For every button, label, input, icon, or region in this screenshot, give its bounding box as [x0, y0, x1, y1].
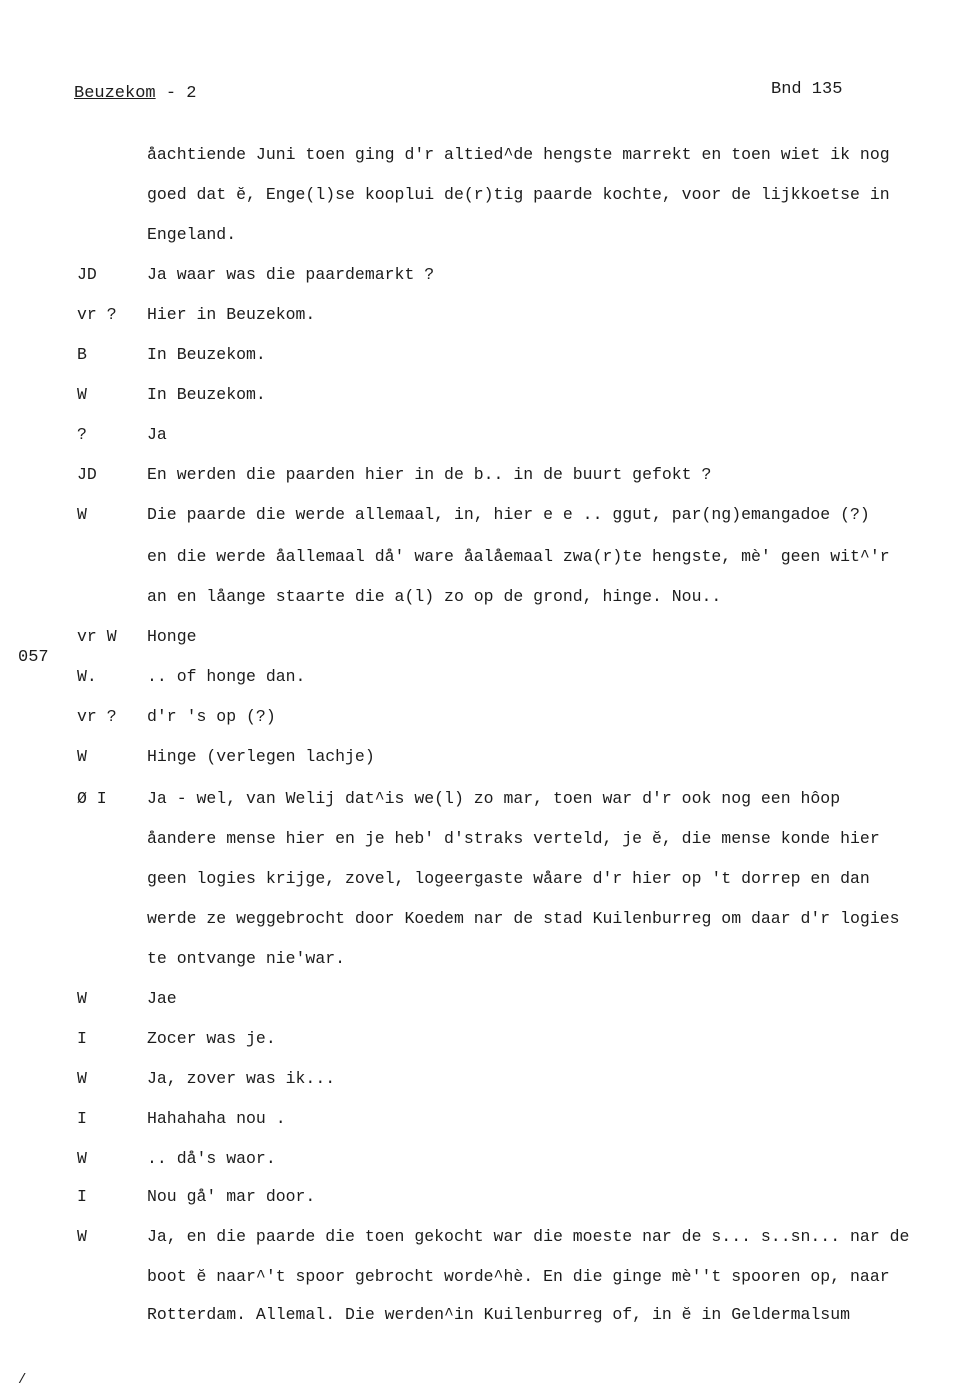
transcript-line [0, 382, 960, 408]
transcript-line [0, 342, 960, 368]
transcript-line [0, 1026, 960, 1052]
line-text: geen logies krijge, zovel, logeergaste wåare d'r hier op 't dorrep en dan [147, 869, 870, 888]
transcript-line [0, 1146, 960, 1172]
transcript-line [0, 142, 960, 168]
speaker-label: I [77, 1029, 87, 1048]
line-text: Honge [147, 627, 197, 646]
line-text: boot ĕ naar^'t spoor gebrocht worde^hè. En die ginge mè''t spooren op, naar [147, 1267, 890, 1286]
transcript-line [0, 1302, 960, 1328]
speaker-label: W [77, 747, 87, 766]
transcript-line [0, 1264, 960, 1290]
speaker-label: JD [77, 265, 97, 284]
line-text: te ontvange nie'war. [147, 949, 346, 968]
line-text: en die werde åallemaal då' ware åalåemaal zwa(r)te hengste, mè' geen wit^'r [147, 547, 890, 566]
transcript-line [0, 946, 960, 972]
line-text: Nou gå' mar door. [147, 1187, 316, 1206]
transcript-line [0, 704, 960, 730]
transcript-line [0, 544, 960, 570]
transcript-line [0, 222, 960, 248]
line-text: Die paarde die werde allemaal, in, hier e e .. ggut, par(ng)emangadoe (?) [147, 505, 870, 524]
line-text: d'r 's op (?) [147, 707, 276, 726]
transcript-line [0, 744, 960, 770]
transcript-line [0, 1224, 960, 1250]
transcript-line [0, 302, 960, 328]
speaker-label: W [77, 1227, 87, 1246]
speaker-label: vr ? [77, 305, 117, 324]
transcript-line [0, 826, 960, 852]
line-text: Rotterdam. Allemal. Die werden^in Kuilenburreg of, in ĕ in Geldermalsum [147, 1305, 851, 1324]
speaker-label: I [77, 1109, 87, 1128]
transcript-line [0, 624, 960, 650]
line-text: Engeland. [147, 225, 237, 244]
line-text: .. då's waor. [147, 1149, 276, 1168]
line-text: Ja, zover was ik... [147, 1069, 336, 1088]
transcript-line [0, 462, 960, 488]
speaker-label: vr ? [77, 707, 117, 726]
line-text: .. of honge dan. [147, 667, 306, 686]
speaker-label: I [77, 1187, 87, 1206]
transcript-line [0, 1184, 960, 1210]
transcript-line [0, 584, 960, 610]
line-text: åandere mense hier en je heb' d'straks verteld, je ĕ, die mense konde hier [147, 829, 880, 848]
speaker-label: W [77, 1149, 87, 1168]
speaker-label: B [77, 345, 87, 364]
line-text: In Beuzekom. [147, 385, 266, 404]
line-text: werde ze weggebrocht door Koedem nar de stad Kuilenburreg om daar d'r logies [147, 909, 900, 928]
speaker-label: ? [77, 425, 87, 444]
speaker-label: W [77, 385, 87, 404]
line-text: an en låange staarte die a(l) zo op de grond, hinge. Nou.. [147, 587, 722, 606]
line-text: Ja, en die paarde die toen gekocht war die moeste nar de s... s..sn... nar de [147, 1227, 910, 1246]
transcript-line [0, 422, 960, 448]
transcript-line [0, 1106, 960, 1132]
speaker-label: vr W [77, 627, 117, 646]
header-reference: Bnd 135 [771, 80, 843, 99]
line-text: Ja [147, 425, 167, 444]
line-text: åachtiende Juni toen ging d'r altied^de hengste marrekt en toen wiet ik nog [147, 145, 890, 164]
line-text: Hinge (verlegen lachje) [147, 747, 375, 766]
transcript-line [0, 262, 960, 288]
transcript-line [0, 1066, 960, 1092]
line-text: In Beuzekom. [147, 345, 266, 364]
line-text: Zocer was je. [147, 1029, 276, 1048]
speaker-label: W. [77, 667, 97, 686]
transcript-line [0, 866, 960, 892]
line-text: Hier in Beuzekom. [147, 305, 316, 324]
line-text: Ja waar was die paardemarkt ? [147, 265, 435, 284]
transcript-line [0, 664, 960, 690]
speaker-label: W [77, 989, 87, 1008]
header-title: Beuzekom [74, 84, 156, 103]
speaker-label: JD [77, 465, 97, 484]
speaker-label: W [77, 1069, 87, 1088]
transcript-line [0, 986, 960, 1012]
header-page-number: - 2 [155, 84, 197, 103]
margin-note: 057 [18, 648, 49, 667]
speaker-label: Ø I [77, 789, 107, 808]
transcript-line [0, 786, 960, 812]
page-header-title [74, 84, 196, 103]
line-text: Jae [147, 989, 177, 1008]
speaker-label: W [77, 505, 87, 524]
transcript-line [0, 182, 960, 208]
corner-mark: / [18, 1372, 27, 1388]
transcript-line [0, 502, 960, 528]
transcript-line [0, 906, 960, 932]
line-text: goed dat ĕ, Enge(l)se kooplui de(r)tig paarde kochte, voor de lijkkoetse in [147, 185, 890, 204]
line-text: Ja - wel, van Welij dat^is we(l) zo mar, toen war d'r ook nog een hôop [147, 789, 841, 808]
line-text: En werden die paarden hier in de b.. in de buurt gefokt ? [147, 465, 712, 484]
line-text: Hahahaha nou . [147, 1109, 286, 1128]
